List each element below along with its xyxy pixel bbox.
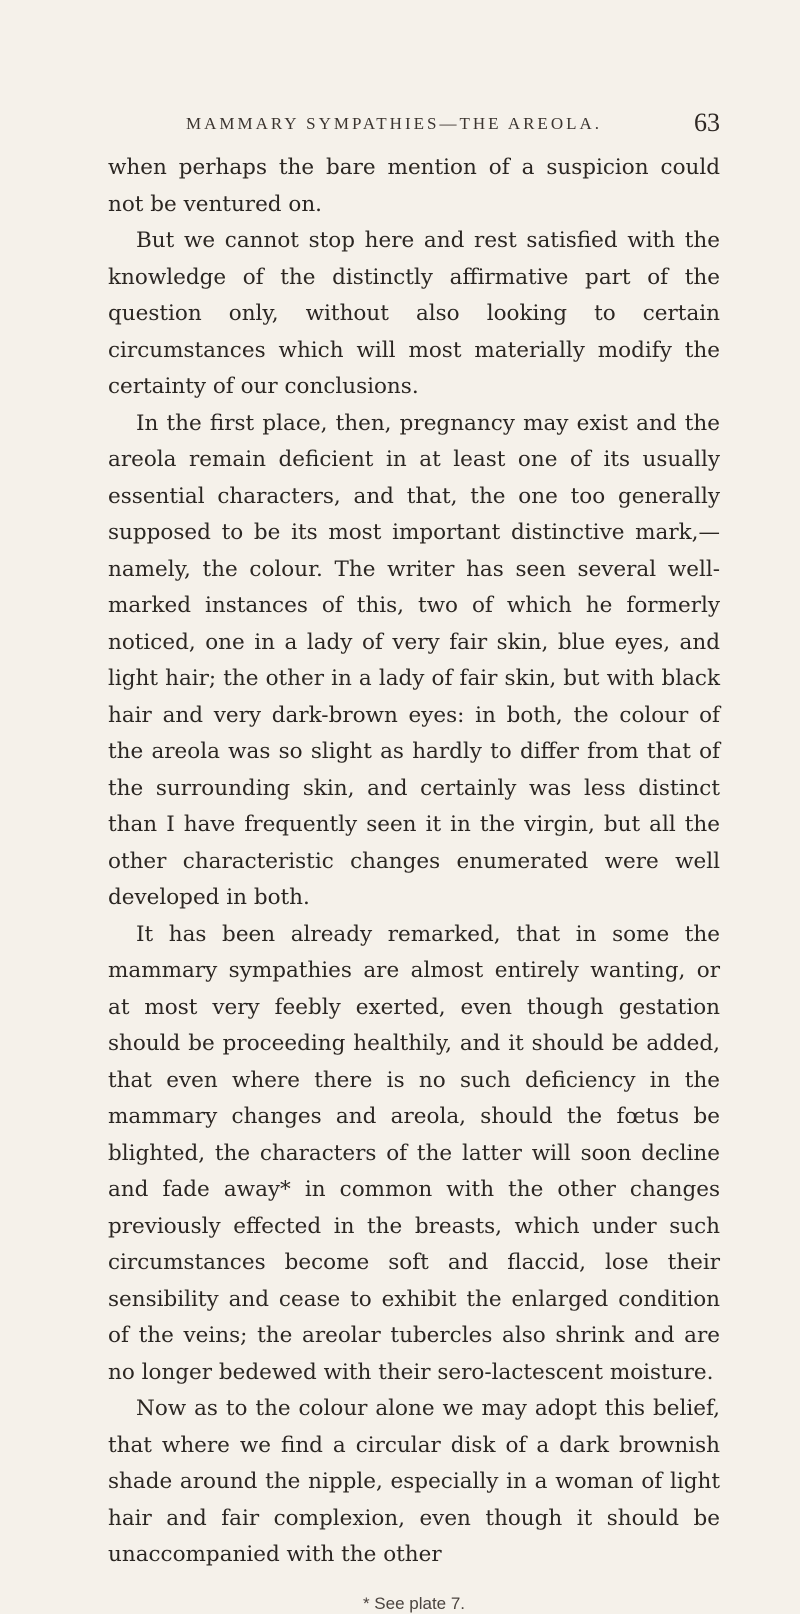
running-head xyxy=(108,108,720,148)
paragraph: when perhaps the bare mention of a suspicion could not be ventured on. xyxy=(108,155,720,217)
paragraph: Now as to the colour alone we may adopt this belief, that where we find a circular disk of a dark brownish shade around the nipple, especially in a woman of light hair and fair complexion, even though it should be unaccompanied with the other xyxy=(108,1396,720,1567)
footnote: * See plate 7. xyxy=(362,1593,466,1613)
paragraph: In the first place, then, pregnancy may exist and the areola remain deficient in at least one of its usually essential characters, and that, the one too generally supposed to be its most important distinctive mark,—namely, the colour. The writer has seen several well-marked instances of this, two of which he formerly noticed, one in a lady of very fair skin, blue eyes, and light hair; the other in a lady of fair skin, but with black hair and very dark-brown eyes: in both, the colour of the areola was so slight as hardly to differ from that of the surrounding skin, and certainly was less distinct than I have frequently seen it in the virgin, but all the other characteristic changes enumerated were well developed in both. xyxy=(108,410,720,910)
page-number: 63 xyxy=(694,108,720,137)
paragraph: But we cannot stop here and rest satisfied with the knowledge of the distinctly affirmative part of the question only, without also looking to certain circumstances which will most materially modify the certainty of our conclusions. xyxy=(108,228,720,399)
paragraph: It has been already remarked, that in some the mammary sympathies are almost entirely wanting, or at most very feebly exerted, even though gestation should be proceeding healthily, and it should be added, that even where there is no such deficiency in the mammary changes and areola, should the fœtus be blighted, the characters of the latter will soon decline and fade away* in common with the other changes previously effected in the breasts, which under such circumstances become soft and flaccid, lose their sensibility and cease to exhibit the enlarged condition of the veins; the areolar tubercles also shrink and are no longer bedewed with their sero-lactescent moisture. xyxy=(108,921,720,1385)
running-title: MAMMARY SYMPATHIES—THE AREOLA. xyxy=(185,114,603,133)
body-text xyxy=(108,150,720,1574)
